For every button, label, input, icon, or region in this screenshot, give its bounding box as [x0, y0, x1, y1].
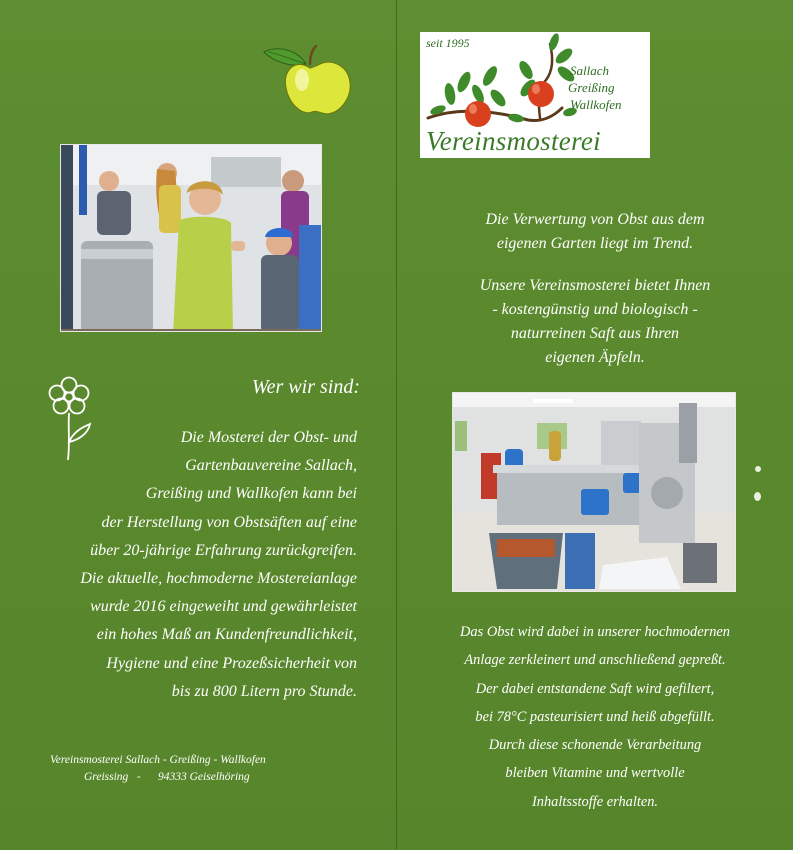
about-line: über 20-jährige Erfahrung zurückgreifen. [90, 541, 357, 559]
press-machine-photo [452, 392, 736, 592]
logo-place: Wallkofen [570, 97, 622, 112]
process-line: Inhaltsstoffe erhalten. [531, 793, 659, 810]
about-line: der Herstellung von Obstsäften auf eine [101, 513, 357, 531]
about-line: Greißing und Wallkofen kann bei [145, 485, 357, 503]
logo-place: Sallach [570, 63, 609, 78]
about-line: ein hohes Maß an Kundenfreundlichkeit, [96, 626, 357, 644]
process-text [397, 618, 793, 816]
process-line: Der dabei entstandene Saft wird gefiltert, [475, 680, 715, 697]
logo [420, 32, 650, 158]
scan-dot [754, 492, 761, 501]
process-line: Anlage zerkleinert und anschließend gepreßt. [464, 652, 726, 669]
intro-line: eigenen Garten liegt im Trend. [496, 235, 694, 252]
process-line: bleiben Vitamine und wertvolle [505, 765, 685, 782]
process-line: Das Obst wird dabei in unserer hochmodernen [460, 624, 730, 640]
about-line: Gartenbauvereine Sallach, [185, 457, 357, 475]
about-line: Die Mosterei der Obst- und [180, 429, 357, 446]
logo-since: seit 1995 [426, 36, 470, 50]
intro-line: Die Verwertung von Obst aus dem [485, 211, 705, 228]
team-photo [60, 144, 322, 332]
footer-city-line: Greissing - 94333 Geiselhöring [84, 771, 250, 783]
apple-icon [262, 40, 354, 118]
about-line: wurde 2016 eingeweiht und gewährleistet [90, 598, 357, 616]
about-line: Die aktuelle, hochmoderne Mostereianlage [80, 570, 357, 588]
intro-paragraph-2 [397, 274, 793, 370]
footer-address-line: Vereinsmosterei Sallach - Greißing - Wallkofen [50, 754, 266, 766]
about-line: bis zu 800 Litern pro Stunde. [171, 682, 357, 700]
process-line: bei 78°C pasteurisiert und heiß abgefüllt. [475, 708, 715, 725]
about-text [0, 424, 357, 706]
intro-line: - kostengünstig und biologisch - [492, 301, 698, 318]
logo-place: Greißing [568, 80, 615, 95]
scan-dot [755, 466, 761, 472]
about-heading: Wer wir sind: [251, 376, 360, 398]
intro-line: naturreinen Saft aus Ihren [510, 325, 680, 342]
intro-line: Unsere Vereinsmosterei bietet Ihnen [479, 277, 711, 294]
logo-title: Vereinsmosterei [426, 126, 601, 156]
intro-paragraph-1 [397, 208, 793, 256]
intro-line: eigenen Äpfeln. [545, 349, 645, 366]
about-line: Hygiene und eine Prozeßsicherheit von [106, 654, 357, 672]
process-line: Durch diese schonende Verarbeitung [488, 737, 702, 754]
